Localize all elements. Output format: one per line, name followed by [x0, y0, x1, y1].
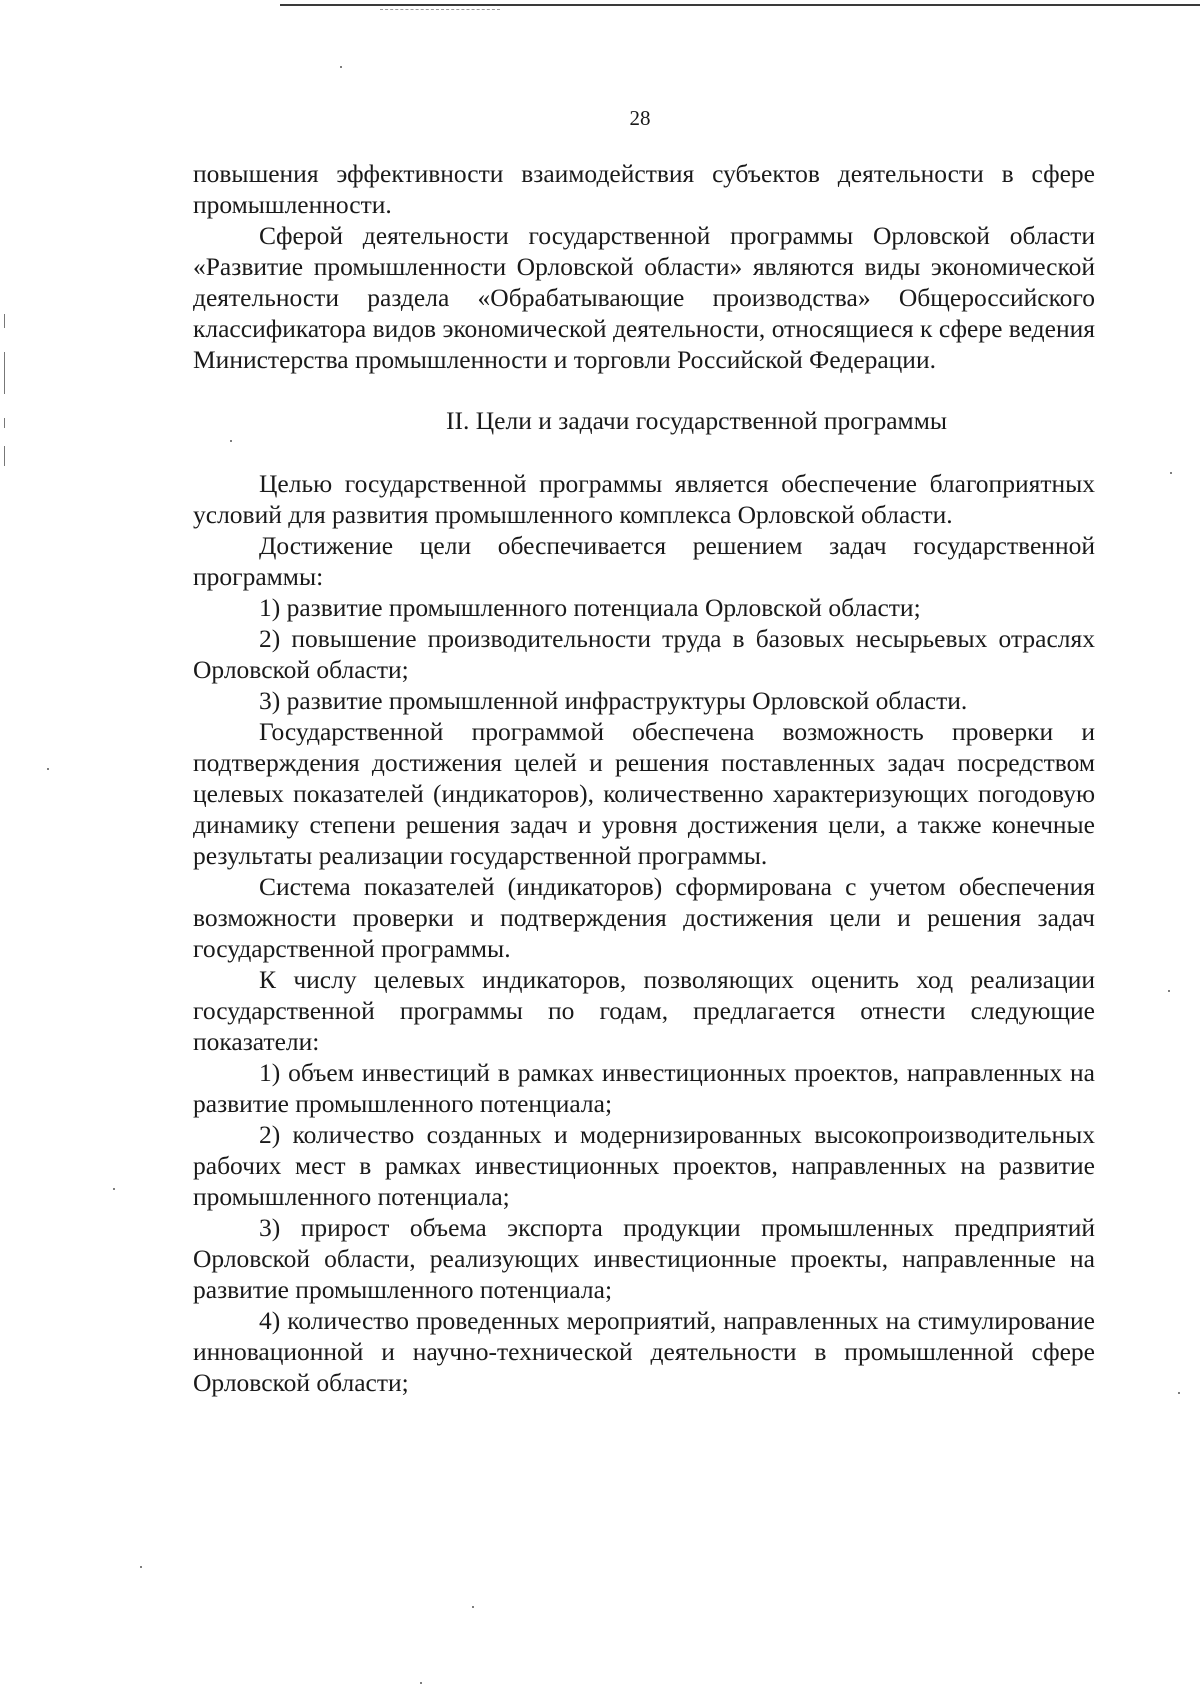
scan-margin-mark [4, 314, 5, 328]
scan-speck [1170, 472, 1172, 474]
page-number: 28 [629, 106, 651, 130]
scan-margin-mark [4, 352, 5, 394]
scan-speck [340, 66, 342, 68]
scan-speck [1168, 990, 1170, 992]
list-item: 1) развитие промышленного потенциала Орловской области; [259, 593, 921, 622]
paragraph: К числу целевых индикаторов, позволяющих оценить ход реализации государственной программы по годам, предлагается отнести следующие показатели: [193, 965, 1095, 1056]
scan-speck [113, 1188, 115, 1190]
paragraph: Государственной программой обеспечена возможность проверки и подтверждения достижения целей и решения поставленных задач посредством целевых показателей (индикаторов), количественно характеризующих погодовую динамику степени решения задач и уровня достижения цели, а также конечные результаты реализации государственной программы. [193, 717, 1095, 870]
list-item: 2) количество созданных и модернизированных высокопроизводительных рабочих мест в рамках инвестиционных проектов, направленных на развитие промышленного потенциала; [193, 1120, 1095, 1211]
top-edge-rule [280, 4, 1200, 6]
paragraph: Сферой деятельности государственной программы Орловской области «Развитие промышленности Орловской области» являются виды экономической деятельности раздела «Обрабатывающие производства» Общероссийского классификатора видов экономической деятельности, относящиеся к сфере ведения Министерства промышленности и торговли Российской Федерации. [193, 221, 1095, 374]
paragraph: Достижение цели обеспечивается решением задач государственной программы: [193, 531, 1095, 591]
paragraph: повышения эффективности взаимодействия субъектов деятельности в сфере промышленности. [193, 159, 1095, 219]
list-item: 2) повышение производительности труда в базовых несырьевых отраслях Орловской области; [193, 624, 1095, 684]
top-edge-faint-rule [380, 9, 500, 10]
list-item: 1) объем инвестиций в рамках инвестиционных проектов, направленных на развитие промышленного потенциала; [193, 1058, 1095, 1118]
paragraph: Система показателей (индикаторов) сформирована с учетом обеспечения возможности проверки и подтверждения достижения цели и решения задач государственной программы. [193, 872, 1095, 963]
scan-margin-mark [4, 418, 5, 428]
scan-margin-mark [4, 446, 5, 466]
scan-speck [472, 1606, 474, 1608]
list-item: 4) количество проведенных мероприятий, направленных на стимулирование инновационной и научно-технической деятельности в промышленной сфере Орловской области; [193, 1306, 1095, 1397]
document-body [193, 158, 1095, 1398]
paragraph: Целью государственной программы является обеспечение благоприятных условий для развития промышленного комплекса Орловской области. [193, 469, 1095, 529]
section-heading: II. Цели и задачи государственной программы [446, 406, 947, 435]
list-item: 3) прирост объема экспорта продукции промышленных предприятий Орловской области, реализующих инвестиционные проекты, направленные на развитие промышленного потенциала; [193, 1213, 1095, 1304]
scan-speck [420, 1682, 422, 1684]
scan-speck [47, 768, 49, 770]
scan-speck [140, 1566, 142, 1568]
list-item: 3) развитие промышленной инфраструктуры Орловской области. [259, 686, 968, 715]
scan-speck [1178, 1392, 1180, 1394]
